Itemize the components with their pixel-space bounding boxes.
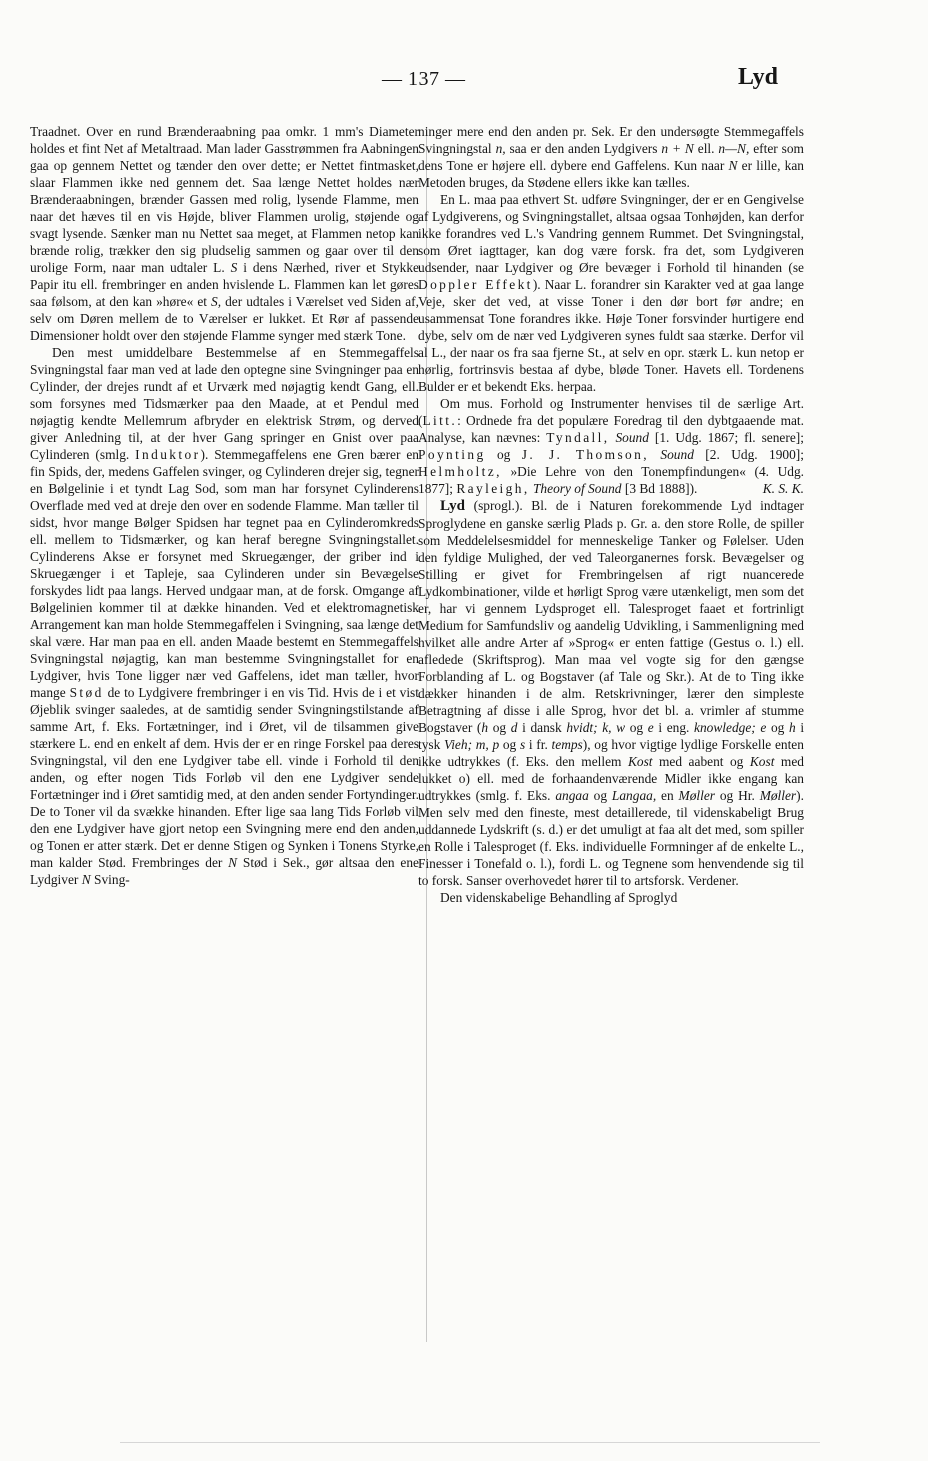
right-paragraph-1: ninger mere end den anden pr. Sek. Er den undersøgte Stemmegaffels Svingningstal n, saa er den anden Lydgivers n + N ell. n—N, efter som dens Tone er højere ell. dybere end Gaffelens. Kun naar N er lille, kan Metoden bruges, da Stødene ellers ikke kan tælles. bbox=[418, 124, 804, 190]
right-paragraph-5: Den videnskabelige Behandling af Sproglyd bbox=[440, 890, 678, 905]
bottom-rule bbox=[120, 1442, 820, 1443]
right-paragraph-4-entry: Lyd (sprogl.). Bl. de i Naturen forekommende Lyd indtager Sproglydene en ganske særlig Plads p. Gr. a. den store Rolle, de spiller som Meddelelsesmiddel for menneskelige Tanker og Følelser. Uden den fyldige Mulighed, der ved Taleorganernes forsk. Bevægelser og Stilling er givet for Frembringelsen af rigt nuancerede Lydkombinationer, vilde et hørligt Sprog være utænkeligt, men som det er, har vi gennem Lydsproget ell. Talesproget faaet et fortrinligt Medium for Samfundsliv og aandelig Udvikling, i Sammenligning med hvilket alle andre Arter af »Sprog« er enten fattige (Gestus o. l.) ell. afledede (Skriftsprog). Man maa vel vogte sig for den gængse Forblanding af L. og Bogstaver (af Tale og Skr.). At de to Ting ikke dækker hinanden i de alm. Retskrivninger, lærer den simpleste Betragtning af disse i alle Sprog, hvor det bl. a. vrimler af stumme Bogstaver (h og d i dansk hvidt; k, w og e i eng. knowledge; e og h i tysk Vieh; m, p og s i fr. temps), og hvor vigtige lydlige Forskelle enten ikke udtrykkes (f. Eks. den mellem Kost med aabent og Kost med lukket o) ell. med de forhaandenværende Midler ikke engang kan udtrykkes (smlg. f. Eks. angaa og Langaa, en Møller og Hr. Møller). Men selv med den fineste, mest detaillerede, til videnskabeligt Brug uddannede Lydskrift (s. d.) er det umuligt at faa alt det med, som spiller en Rolle i Talesproget (f. Eks. individuelle Formninger af de enkelte L., Finesser i Tonefald o. l.), fordi L. og Tegnene som henvendende sig til to forsk. Sanser overhovedet hører til to artsforsk. Verdener. bbox=[418, 498, 805, 888]
left-paragraph-1: Traadnet. Over en rund Brænderaabning paa omkr. 1 mm's Diameter holdes et fint Net af Metaltraad. Man lader Gasstrømmen fra Aabningen gaa op gennem Nettet og tænder den over dette; er Nettet fintmasket, slaar Flammen ikke ned gennem det. Saa længe Nettet holdes nær Brænderaabningen, brænder Gassen med rolig, lysende Flamme, men naar det hæves til en vis Højde, bliver Flammen urolig, støjende og svagt lysende. Sænker man nu Nettet saa meget, at Flammen netop kan brænde rolig, trækker den sig pludselig sammen og gaar over til den urolige Form, naar man udtaler L. S i dens Nærhed, river et Stykke Papir itu ell. frembringer en anden hvislende L. Flammen kan let gøres saa følsom, at den kan »høre« et S, der udtales i Værelset ved Siden af, selv om Døren mellem de to Værelser er lukket. Et Rør af passende Dimensioner holdt over den støjende Flamme synger med stærk Tone. bbox=[30, 124, 419, 343]
left-column bbox=[30, 123, 419, 888]
right-column bbox=[418, 123, 804, 906]
entry-headword: Lyd bbox=[440, 498, 466, 514]
left-paragraph-2: Den mest umiddelbare Bestemmelse af en Stemmegaffels Svingningstal faar man ved at lade den optegne sine Svingninger paa en Cylinder, der drejes rundt af et Urværk med nøjagtig kendt Gang, ell. som forsynes med Tidsmærker paa den Maade, at et Pendul med nøjagtig kendte Mellemrum afbryder en elektrisk Strøm, og derved giver Anledning til, at der hver Gang springer en Gnist over paa Cylinderen (smlg. Induktor). Stemmegaffelens ene Gren bærer en fin Spids, der, medens Gaffelen svinger, og Cylinderen drejer sig, tegner en Bølgelinie i et tyndt Lag Sod, som man har forsynet Cylinderens Overflade med ved at dreje den over en sodende Flamme. Man tæller til sidst, hvor mange Bølger Spidsen har tegnet paa en Cylinderomkreds ell. mellem to Tidsmærker, og kan heraf beregne Svingningstallet. Cylinderens Akse er forsynet med Skruegænger, der griber ind i Skruegænger i et Tapleje, saa Cylinderen under sin Bevægelse forskydes lidt paa langs. Herved undgaar man, at de forsk. Omgange af Bølgelinien kommer til at dække hinanden. Ved et elektromagnetisk Arrangement kan man holde Stemmegaffelen i Svingning, saa længe det skal være. Har man paa en ell. anden Maade bestemt en Stemmegaffels Svingningstal nøjagtig, kan man bestemme Svingningstallet for en Lydgiver, hvis Tone ligger nær ved Gaffelens, idet man tæller, hvor mange Stød de to Lydgivere frembringer i en vis Tid. Hvis de i et vist Øjeblik svinger saaledes, at de samtidig sender Svingningstilstande af samme Art, f. Eks. Fortætninger, ind i Øret, vil de tilsammen give stærkere L. end en enkelt af dem. Hvis der er en ringe Forskel paa deres Svingningstal, vil den ene Lydgiver tabe ell. vinde i Forhold til den anden, og efter nogen Tids Forløb vil den ene Lydgiver sende Fortætninger ind i Øret samtidig med, at den anden sender Fortyndinger. De to Toner vil da svække hinanden. Efter lige saa lang Tids Forløb vil den ene Lydgiver have gjort netop een Svingning mere end den anden, og Tonen er atter stærk. Det er denne Stigen og Synken i Tonens Styrke, man kalder Stød. Frembringes der N Stød i Sek., gør altsaa den ene Lydgiver N Sving- bbox=[30, 345, 419, 887]
page-number: — 137 — bbox=[382, 68, 466, 90]
right-paragraph-2: En L. maa paa ethvert St. udføre Svingninger, der er en Gengivelse af Lydgiverens, og Svingningstallet, altsaa ogsaa Tonhøjden, kan derfor ikke forandres ved L.'s Vandring gennem Rummet. Det Svingningstal, som Øret iagttager, kan dog være forsk. fra det, som Lydgiveren udsender, naar Lydgiver og Øre bevæger i Forhold til hinanden (se Doppler Effekt). Naar L. forandrer sin Karakter ved at gaa lange Veje, sker det ved, at visse Toner i den dør bort før andre; en usammensat Tone forandres ikke. Høje Toner forsvinder hurtigere end dybe, selv om de nær ved Lydgiveren synes fuldt saa stærke. Derfor vil al L., der naar os fra saa fjerne St., at selv en opr. stærk L. kun netop er hørlig, fortrinsvis bestaa af dybe, bløde Toner. Havets ell. Tordenens Bulder er et bekendt Eks. herpaa. bbox=[418, 192, 805, 394]
running-head-word: Lyd bbox=[738, 64, 779, 90]
author-signature: K. S. K. bbox=[762, 481, 804, 496]
right-paragraph-3-literature: Om mus. Forhold og Instrumenter henvises til de særlige Art. (Litt.: Ordnede fra det populære Foredrag til den dybtgaaende mat. Analyse, kan nævnes: Tyndall, Sound [1. Udg. 1867; fl. senere]; Poynting og J. J. Thomson, Sound [2. Udg. 1900]; Helmholtz, »Die Lehre von den Tonempfindungen« (4. Udg. 1877]; Rayleigh, Theory of Sound [3 Bd 1888]). K. S. K. bbox=[418, 396, 804, 496]
